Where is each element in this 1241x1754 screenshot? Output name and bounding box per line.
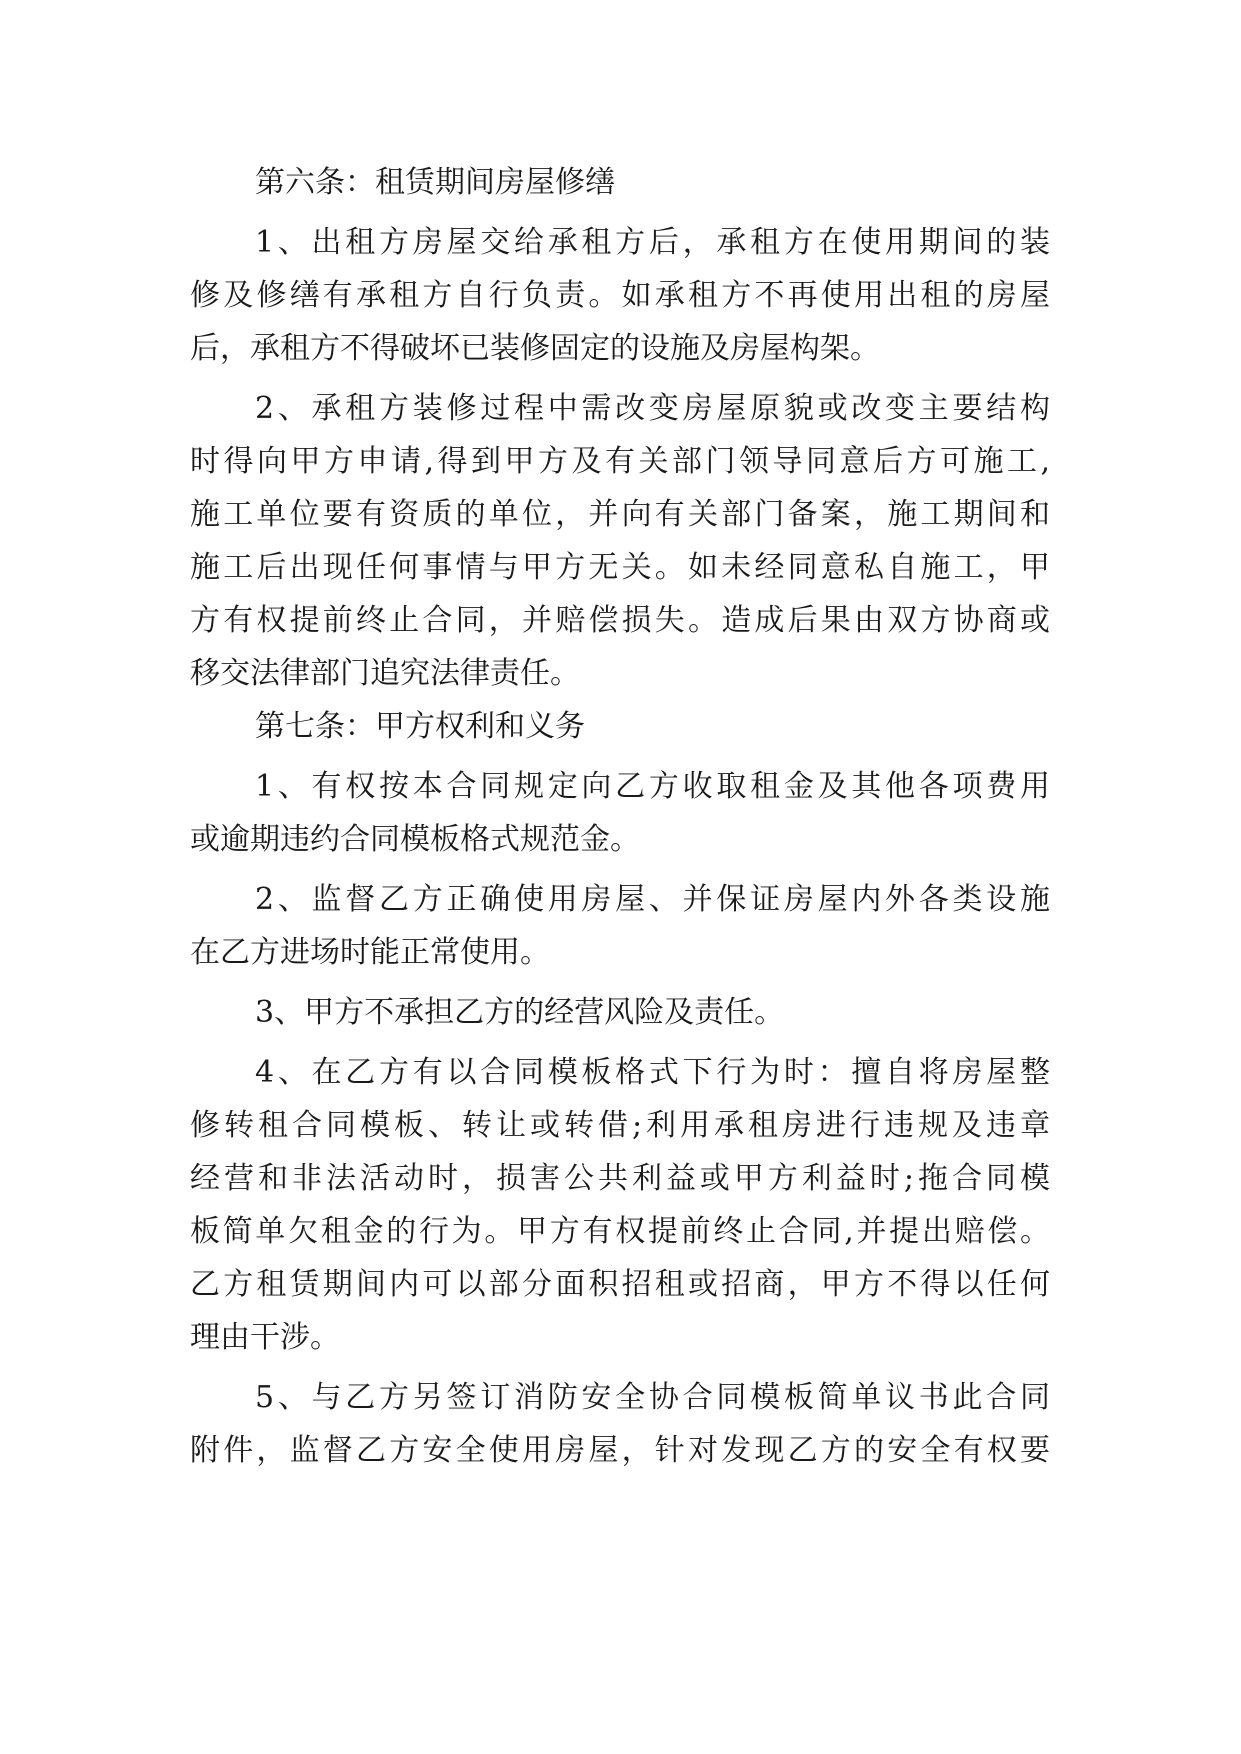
paragraph-line: 经营和非法活动时，损害公共利益或甲方利益时;拖合同模 — [190, 1161, 1050, 1196]
paragraph-line: 板简单欠租金的行为。甲方有权提前终止合同,并提出赔偿。 — [190, 1214, 1050, 1249]
paragraph-line: 后，承租方不得破坏已装修固定的设施及房屋构架。 — [190, 331, 880, 366]
paragraph-line: 乙方租赁期间内可以部分面积招租或招商，甲方不得以任何 — [190, 1267, 1050, 1302]
article-6-heading: 第六条：租赁期间房屋修缮 — [255, 165, 615, 200]
paragraph-line: 2、监督乙方正确使用房屋、并保证房屋内外各类设施 — [255, 882, 1050, 917]
paragraph-line: 附件，监督乙方安全使用房屋，针对发现乙方的安全有权要 — [190, 1433, 1050, 1468]
paragraph-line: 2、承租方装修过程中需改变房屋原貌或改变主要结构 — [255, 391, 1050, 426]
paragraph-line: 在乙方进场时能正常使用。 — [190, 935, 550, 970]
article-7-heading: 第七条：甲方权利和义务 — [255, 709, 585, 744]
paragraph-line: 1、出租方房屋交给承租方后，承租方在使用期间的装 — [255, 225, 1050, 260]
paragraph-line: 3、甲方不承担乙方的经营风险及责任。 — [255, 995, 785, 1030]
paragraph-line: 修及修缮有承租方自行负责。如承租方不再使用出租的房屋 — [190, 278, 1050, 313]
paragraph-line: 或逾期违约合同模板格式规范金。 — [190, 822, 640, 857]
paragraph-line: 理由干涉。 — [190, 1320, 340, 1355]
paragraph-line: 5、与乙方另签订消防安全协合同模板简单议书此合同 — [255, 1380, 1050, 1415]
paragraph-line: 方有权提前终止合同，并赔偿损失。造成后果由双方协商或 — [190, 603, 1050, 638]
paragraph-line: 时得向甲方申请,得到甲方及有关部门领导同意后方可施工, — [190, 444, 1050, 479]
paragraph-line: 1、有权按本合同规定向乙方收取租金及其他各项费用 — [255, 769, 1050, 804]
paragraph-line: 修转租合同模板、转让或转借;利用承租房进行违规及违章 — [190, 1108, 1050, 1143]
paragraph-line: 4、在乙方有以合同模板格式下行为时：擅自将房屋整 — [255, 1055, 1050, 1090]
paragraph-line: 施工单位要有资质的单位，并向有关部门备案，施工期间和 — [190, 497, 1050, 532]
paragraph-line: 施工后出现任何事情与甲方无关。如未经同意私自施工，甲 — [190, 550, 1050, 585]
paragraph-line: 移交法律部门追究法律责任。 — [190, 656, 580, 691]
